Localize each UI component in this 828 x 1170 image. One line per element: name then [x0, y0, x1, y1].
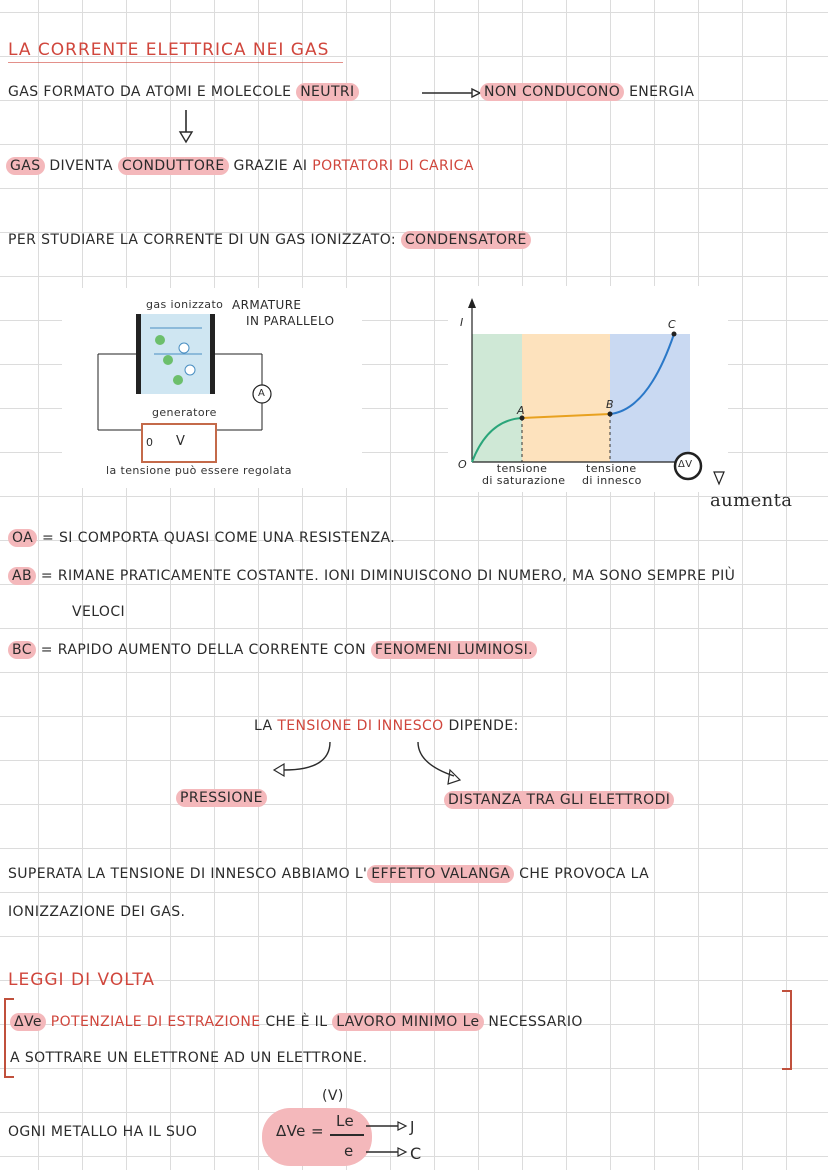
arrow-right-icon — [420, 86, 482, 100]
tick-innesco-2: di innesco — [582, 474, 642, 487]
highlight-distanza: DISTANZA TRA GLI ELETTRODI — [444, 791, 674, 809]
point-b — [608, 412, 613, 417]
line1-energia: ENERGIA — [629, 84, 695, 100]
innesco-line — [254, 718, 519, 734]
curved-arrow-left-icon — [270, 740, 340, 780]
formula-denominator: e — [344, 1142, 354, 1160]
tick-innesco-1: tensione — [586, 462, 637, 475]
page-title: LA CORRENTE ELETTRICA NEI GAS — [8, 40, 330, 60]
circuit-gas-label: gas ionizzato — [146, 298, 224, 311]
def-bc-key: BC — [8, 641, 36, 659]
def-bc-text: = RAPIDO AUMENTO DELLA CORRENTE CON — [40, 642, 367, 658]
highlight-delta-ve: ΔVe — [10, 1013, 46, 1031]
curved-arrow-right-icon — [410, 740, 470, 790]
y-axis-arrow — [468, 298, 476, 308]
x-axis-label: ΔV — [678, 459, 693, 470]
formula-unit-j: J — [410, 1118, 415, 1136]
line1-text: GAS FORMATO DA ATOMI E MOLECOLE — [8, 84, 292, 100]
voltmeter-label: V — [176, 434, 186, 449]
volta-necessario: NECESSARIO — [488, 1014, 583, 1030]
innesco-la: LA — [254, 718, 273, 734]
innesco-pressione — [176, 790, 267, 806]
generator-label: generatore — [152, 406, 217, 419]
formula-unit-v: (V) — [322, 1088, 344, 1104]
label-a: A — [517, 404, 525, 417]
line-studiare — [8, 232, 531, 248]
volta-che: CHE È IL — [265, 1014, 328, 1030]
innesco-dipende: DIPENDE: — [448, 718, 519, 734]
highlight-gas: GAS — [6, 157, 45, 175]
origin-label: O — [458, 458, 468, 471]
innesco-tensione: TENSIONE DI INNESCO — [277, 718, 444, 734]
def-ab — [8, 568, 735, 584]
valanga-d: IONIZZAZIONE DEI GAS. — [8, 904, 186, 920]
arrow-down-icon — [176, 108, 196, 144]
armature-label-2: IN PARALLELO — [246, 314, 335, 328]
label-c: C — [668, 318, 677, 331]
tick-saturazione-2: di saturazione — [482, 474, 566, 487]
arrow-down-small-icon — [712, 470, 726, 488]
highlight-condensatore: CONDENSATORE — [401, 231, 531, 249]
def-bc — [8, 642, 537, 658]
fraction-bar — [330, 1134, 364, 1136]
region-ab — [522, 334, 610, 462]
formula-intro: OGNI METALLO HA IL SUO — [8, 1124, 198, 1140]
iv-chart — [448, 286, 728, 492]
valanga-a: SUPERATA LA TENSIONE DI INNESCO ABBIAMO L' — [8, 866, 368, 882]
tick-saturazione-1: tensione — [496, 462, 548, 475]
line2-grazie: GRAZIE AI — [233, 158, 308, 174]
ammeter-label: A — [258, 388, 266, 399]
def-oa — [8, 530, 395, 546]
line-gas-formato — [8, 84, 359, 100]
aumenta-note: aumenta — [710, 490, 793, 511]
highlight-neutri: NEUTRI — [296, 83, 358, 101]
bracket-left — [4, 998, 14, 1078]
label-b: B — [606, 398, 614, 411]
highlight-pressione: PRESSIONE — [176, 789, 267, 807]
highlight-valanga: EFFETTO VALANGA — [367, 865, 514, 883]
volta-potenziale: POTENZIALE DI ESTRAZIONE — [50, 1014, 261, 1030]
line-gas-conduttore — [6, 158, 474, 174]
circuit-caption: la tensione può essere regolata — [106, 464, 292, 477]
voltmeter-zero: 0 — [146, 436, 154, 449]
formula-unit-c: C — [410, 1144, 422, 1163]
valanga-line — [8, 866, 649, 882]
highlight-fenomeni: FENOMENI LUMINOSI. — [371, 641, 537, 659]
circuit-figure — [62, 288, 362, 488]
highlight-lavoro: LAVORO MINIMO Le — [332, 1013, 483, 1031]
def-oa-key: OA — [8, 529, 37, 547]
highlight-conduttore: CONDUTTORE — [118, 157, 229, 175]
region-oa — [472, 334, 522, 462]
volta-line1 — [10, 1014, 583, 1030]
unit-arrows-icon — [364, 1116, 408, 1162]
y-axis-label: I — [460, 316, 464, 329]
def-ab-key: AB — [8, 567, 36, 585]
point-c — [672, 332, 677, 337]
innesco-distanza — [444, 792, 674, 808]
line2-diventa: DIVENTA — [49, 158, 114, 174]
formula-numerator: Le — [336, 1112, 355, 1130]
formula-lhs: ΔVe = — [276, 1122, 324, 1140]
highlight-non-conducono: NON CONDUCONO — [480, 83, 624, 101]
def-ab-text2: VELOCI — [72, 604, 126, 620]
valanga-c: CHE PROVOCA LA — [519, 866, 650, 882]
volta-title: LEGGI DI VOLTA — [8, 970, 156, 990]
def-ab-text: = RIMANE PRATICAMENTE COSTANTE. IONI DIMINUISCONO DI NUMERO, MA SONO SEMPRE PIÙ — [40, 568, 736, 584]
region-bc — [610, 334, 690, 462]
def-oa-text: = SI COMPORTA QUASI COME UNA RESISTENZA. — [42, 530, 396, 546]
title-underline — [8, 62, 343, 63]
bracket-right — [782, 990, 792, 1070]
volta-line2: A SOTTRARE UN ELETTRONE AD UN ELETTRONE. — [10, 1050, 368, 1066]
line3-text: PER STUDIARE LA CORRENTE DI UN GAS IONIZZATO: — [8, 232, 396, 248]
line2-portatori: PORTATORI DI CARICA — [312, 158, 474, 174]
line1-right — [480, 84, 694, 100]
armature-label: ARMATURE — [232, 298, 302, 312]
